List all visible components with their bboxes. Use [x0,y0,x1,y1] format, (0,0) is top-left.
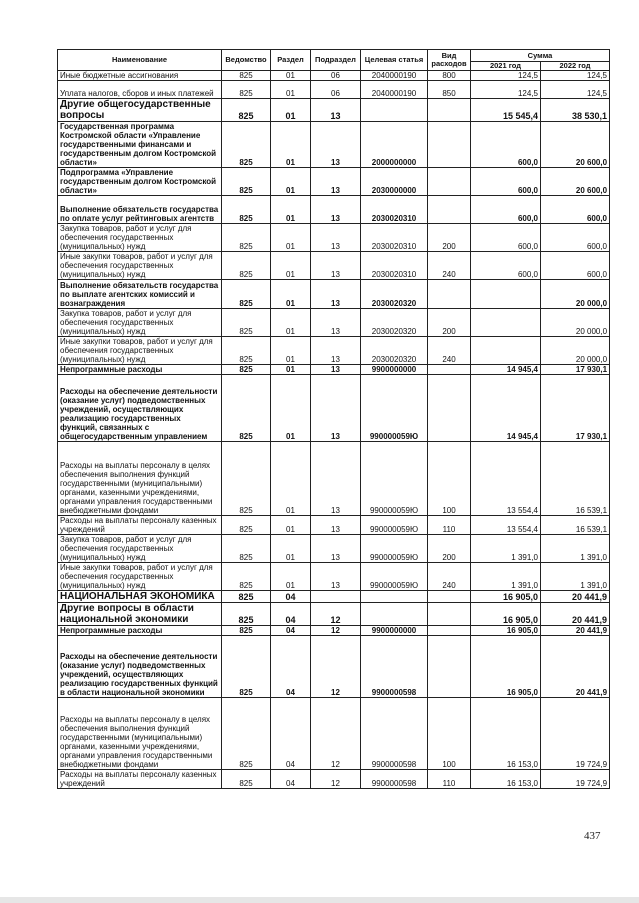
cell-dept: 825 [222,636,271,698]
cell-subsection: 12 [311,770,361,789]
cell-expense [428,626,471,636]
cell-expense [428,99,471,122]
cell-2021 [471,309,541,337]
cell-subsection: 06 [311,81,361,99]
cell-2022: 124,5 [541,81,610,99]
cell-2022: 1 391,0 [541,535,610,563]
scan-edge [0,897,639,903]
cell-name: Расходы на обеспечение деятельности (оказание услуг) подведомственных учреждений, осуществляющих реализацию государственных функций, связанных с общегосударственным управлением [58,375,222,442]
cell-section: 01 [271,442,311,516]
cell-dept: 825 [222,603,271,626]
cell-subsection: 13 [311,337,361,365]
cell-expense: 200 [428,224,471,252]
cell-name: Расходы на выплаты персоналу в целях обеспечения выполнения функций государственными (муниципальными) органами, казенными учреждениями, органами управления государственными внебюджетными фондами [58,442,222,516]
cell-target: 2030020320 [361,337,428,365]
cell-target [361,99,428,122]
cell-dept: 825 [222,591,271,603]
cell-name: Подпрограмма «Управление государственным долгом Костромской области» [58,168,222,196]
cell-subsection: 12 [311,636,361,698]
header-year-2022: 2022 год [541,62,610,71]
cell-name: Расходы на выплаты персоналу в целях обеспечения выполнения функций государственными (муниципальными) органами, казенными учреждениями, органами управления государственными внебюджетными фондами [58,698,222,770]
cell-section: 01 [271,122,311,168]
cell-2021: 16 905,0 [471,626,541,636]
cell-expense [428,591,471,603]
cell-section: 04 [271,698,311,770]
cell-2022: 16 539,1 [541,516,610,535]
cell-2022: 20 000,0 [541,280,610,309]
header-expense: Вид расходов [428,50,471,71]
cell-2021: 600,0 [471,122,541,168]
cell-2021: 14 945,4 [471,365,541,375]
cell-2021: 600,0 [471,168,541,196]
cell-target: 9900000598 [361,636,428,698]
cell-section: 01 [271,81,311,99]
table-row [58,591,610,603]
cell-expense: 850 [428,81,471,99]
cell-expense: 240 [428,252,471,280]
cell-subsection [311,591,361,603]
cell-subsection: 13 [311,196,361,224]
cell-dept: 825 [222,71,271,81]
cell-expense: 200 [428,309,471,337]
cell-target: 2030020310 [361,196,428,224]
cell-2022: 600,0 [541,196,610,224]
cell-2022: 600,0 [541,224,610,252]
cell-target: 9900000598 [361,698,428,770]
table-row [58,442,610,516]
cell-target [361,591,428,603]
cell-name: Выполнение обязательств государства по выплате агентских комиссий и вознаграждения [58,280,222,309]
header-section: Раздел [271,50,311,71]
table-row [58,280,610,309]
table-row [58,365,610,375]
header-subsection: Подраздел [311,50,361,71]
cell-section: 01 [271,337,311,365]
cell-name: Закупка товаров, работ и услуг для обеспечения государственных (муниципальных) нужд [58,535,222,563]
cell-dept: 825 [222,337,271,365]
cell-section: 01 [271,168,311,196]
cell-section: 01 [271,365,311,375]
cell-dept: 825 [222,81,271,99]
cell-dept: 825 [222,535,271,563]
table-row [58,122,610,168]
cell-2021: 14 945,4 [471,375,541,442]
cell-target: 990000059Ю [361,516,428,535]
cell-expense: 200 [428,535,471,563]
cell-name: Закупка товаров, работ и услуг для обеспечения государственных (муниципальных) нужд [58,224,222,252]
cell-section: 04 [271,626,311,636]
cell-2022: 38 530,1 [541,99,610,122]
cell-target: 9900000598 [361,770,428,789]
cell-dept: 825 [222,168,271,196]
cell-target: 990000059Ю [361,535,428,563]
cell-subsection: 13 [311,563,361,591]
cell-subsection: 13 [311,99,361,122]
cell-dept: 825 [222,365,271,375]
header-dept: Ведомство [222,50,271,71]
cell-target: 2030020310 [361,252,428,280]
cell-target: 9900000000 [361,365,428,375]
cell-expense [428,122,471,168]
cell-2021: 13 554,4 [471,442,541,516]
cell-expense: 240 [428,337,471,365]
cell-section: 01 [271,252,311,280]
cell-2021: 124,5 [471,81,541,99]
cell-subsection: 13 [311,122,361,168]
cell-section: 01 [271,309,311,337]
cell-expense [428,365,471,375]
cell-name: Другие вопросы в области национальной экономики [58,603,222,626]
cell-2022: 20 441,9 [541,636,610,698]
cell-subsection: 13 [311,280,361,309]
cell-2021: 15 545,4 [471,99,541,122]
cell-section: 01 [271,224,311,252]
cell-2022: 17 930,1 [541,365,610,375]
table-row [58,626,610,636]
cell-section: 01 [271,516,311,535]
cell-name: НАЦИОНАЛЬНАЯ ЭКОНОМИКА [58,591,222,603]
header-sum: Сумма [471,50,610,62]
cell-2022: 20 600,0 [541,122,610,168]
cell-dept: 825 [222,698,271,770]
cell-2022: 19 724,9 [541,698,610,770]
cell-dept: 825 [222,770,271,789]
cell-expense: 100 [428,698,471,770]
cell-name: Непрограммные расходы [58,365,222,375]
cell-expense [428,603,471,626]
cell-target: 990000059Ю [361,563,428,591]
cell-target: 2040000190 [361,81,428,99]
cell-dept: 825 [222,516,271,535]
table-row [58,563,610,591]
table-row [58,516,610,535]
cell-2021: 16 905,0 [471,603,541,626]
cell-2022: 20 600,0 [541,168,610,196]
cell-2021: 600,0 [471,224,541,252]
cell-2021: 16 905,0 [471,636,541,698]
table-row [58,698,610,770]
table-row [58,71,610,81]
cell-expense [428,636,471,698]
cell-name: Закупка товаров, работ и услуг для обеспечения государственных (муниципальных) нужд [58,309,222,337]
cell-dept: 825 [222,280,271,309]
cell-expense [428,196,471,224]
cell-2022: 20 441,9 [541,591,610,603]
cell-section: 04 [271,603,311,626]
cell-2021 [471,337,541,365]
cell-target [361,603,428,626]
table-row [58,770,610,789]
cell-2021: 16 905,0 [471,591,541,603]
cell-name: Иные бюджетные ассигнования [58,71,222,81]
cell-dept: 825 [222,375,271,442]
cell-dept: 825 [222,626,271,636]
table-row [58,252,610,280]
cell-target: 2030020310 [361,224,428,252]
cell-2022: 16 539,1 [541,442,610,516]
cell-subsection: 06 [311,71,361,81]
cell-name: Другие общегосударственные вопросы [58,99,222,122]
cell-2021: 16 153,0 [471,698,541,770]
cell-subsection: 13 [311,168,361,196]
cell-2021: 16 153,0 [471,770,541,789]
cell-2022: 124,5 [541,71,610,81]
cell-expense: 110 [428,516,471,535]
cell-dept: 825 [222,224,271,252]
table-row [58,224,610,252]
cell-name: Иные закупки товаров, работ и услуг для обеспечения государственных (муниципальных) нужд [58,252,222,280]
cell-2022: 17 930,1 [541,375,610,442]
header-target: Целевая статья [361,50,428,71]
cell-dept: 825 [222,252,271,280]
cell-target: 2030020320 [361,280,428,309]
table-body [58,71,610,789]
table-row [58,168,610,196]
table-row [58,603,610,626]
cell-target: 990000059Ю [361,442,428,516]
cell-name: Непрограммные расходы [58,626,222,636]
header-year-2021: 2021 год [471,62,541,71]
cell-2022: 20 000,0 [541,309,610,337]
header-name: Наименование [58,50,222,71]
cell-name: Иные закупки товаров, работ и услуг для обеспечения государственных (муниципальных) нужд [58,337,222,365]
cell-2021: 124,5 [471,71,541,81]
cell-2022: 20 441,9 [541,626,610,636]
cell-expense: 100 [428,442,471,516]
cell-section: 04 [271,636,311,698]
cell-2021 [471,280,541,309]
cell-target: 2030020320 [361,309,428,337]
cell-name: Иные закупки товаров, работ и услуг для обеспечения государственных (муниципальных) нужд [58,563,222,591]
cell-2022: 20 000,0 [541,337,610,365]
cell-subsection: 13 [311,375,361,442]
cell-target: 990000059Ю [361,375,428,442]
cell-section: 01 [271,563,311,591]
cell-target: 2040000190 [361,71,428,81]
cell-dept: 825 [222,309,271,337]
table-row [58,636,610,698]
cell-name: Государственная программа Костромской области «Управление государственными финансами и государственным долгом Костромской области» [58,122,222,168]
budget-table [57,49,610,789]
cell-2021: 600,0 [471,252,541,280]
cell-expense [428,280,471,309]
cell-name: Расходы на выплаты персоналу казенных учреждений [58,516,222,535]
cell-expense: 800 [428,71,471,81]
cell-section: 01 [271,99,311,122]
cell-subsection: 13 [311,224,361,252]
cell-subsection: 13 [311,535,361,563]
cell-section: 04 [271,591,311,603]
cell-subsection: 13 [311,442,361,516]
cell-subsection: 13 [311,365,361,375]
table-row [58,99,610,122]
cell-section: 01 [271,71,311,81]
cell-section: 01 [271,280,311,309]
cell-subsection: 13 [311,309,361,337]
cell-expense: 240 [428,563,471,591]
cell-name: Выполнение обязательств государства по оплате услуг рейтинговых агентств [58,196,222,224]
cell-dept: 825 [222,99,271,122]
cell-name: Расходы на обеспечение деятельности (оказание услуг) подведомственных учреждений, осуществляющих реализацию государственных функций в области национальной экономики [58,636,222,698]
table-row [58,535,610,563]
table-row [58,309,610,337]
cell-section: 01 [271,375,311,442]
cell-name: Уплата налогов, сборов и иных платежей [58,81,222,99]
cell-2021: 1 391,0 [471,563,541,591]
table-row [58,81,610,99]
cell-2022: 20 441,9 [541,603,610,626]
cell-name: Расходы на выплаты персоналу казенных учреждений [58,770,222,789]
cell-target: 9900000000 [361,626,428,636]
cell-dept: 825 [222,563,271,591]
cell-expense [428,168,471,196]
cell-target: 2000000000 [361,122,428,168]
cell-target: 2030000000 [361,168,428,196]
cell-expense [428,375,471,442]
cell-subsection: 12 [311,626,361,636]
cell-section: 01 [271,196,311,224]
cell-section: 04 [271,770,311,789]
page-number: 437 [584,830,601,842]
cell-2022: 19 724,9 [541,770,610,789]
cell-2021: 13 554,4 [471,516,541,535]
cell-subsection: 13 [311,516,361,535]
cell-expense: 110 [428,770,471,789]
cell-dept: 825 [222,196,271,224]
cell-section: 01 [271,535,311,563]
cell-2022: 600,0 [541,252,610,280]
cell-dept: 825 [222,122,271,168]
cell-2021: 600,0 [471,196,541,224]
cell-dept: 825 [222,442,271,516]
cell-subsection: 13 [311,252,361,280]
table-row [58,375,610,442]
cell-subsection: 12 [311,603,361,626]
cell-2022: 1 391,0 [541,563,610,591]
table-row [58,337,610,365]
cell-2021: 1 391,0 [471,535,541,563]
table-row [58,196,610,224]
cell-subsection: 12 [311,698,361,770]
